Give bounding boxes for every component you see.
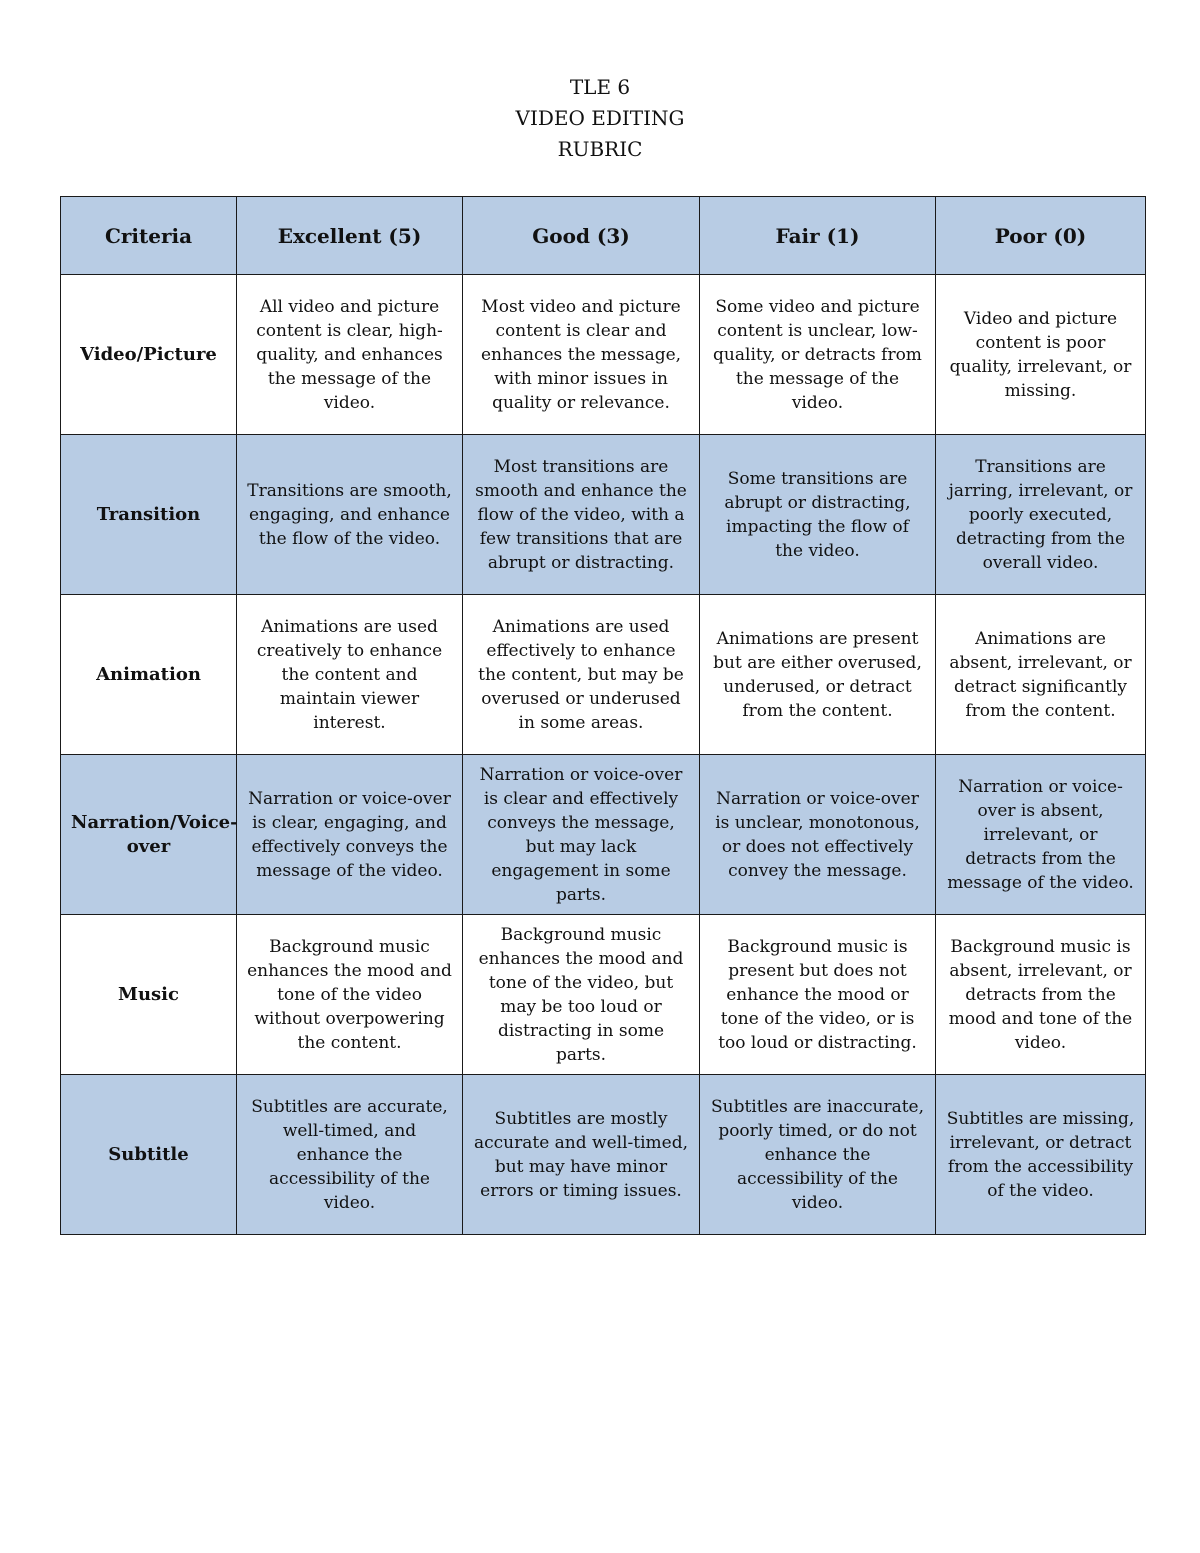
rubric-table bbox=[60, 196, 1146, 1235]
fair-cell: Animations are present but are either overused, underused, or detract from the content. bbox=[700, 595, 936, 755]
header-criteria: Criteria bbox=[61, 197, 237, 275]
poor-cell: Narration or voice-over is absent, irrelevant, or detracts from the message of the video. bbox=[936, 755, 1146, 915]
excellent-cell: Narration or voice-over is clear, engaging, and effectively conveys the message of the video. bbox=[237, 755, 463, 915]
poor-cell: Animations are absent, irrelevant, or detract significantly from the content. bbox=[936, 595, 1146, 755]
table-row bbox=[61, 755, 1146, 915]
fair-cell: Background music is present but does not enhance the mood or tone of the video, or is too loud or distracting. bbox=[700, 915, 936, 1075]
poor-cell: Subtitles are missing, irrelevant, or detract from the accessibility of the video. bbox=[936, 1075, 1146, 1235]
table-row bbox=[61, 435, 1146, 595]
criteria-cell: Animation bbox=[61, 595, 237, 755]
header-row bbox=[61, 197, 1146, 275]
fair-cell: Some video and picture content is unclear, low-quality, or detracts from the message of the video. bbox=[700, 275, 936, 435]
header-fair: Fair (1) bbox=[700, 197, 936, 275]
table-row bbox=[61, 595, 1146, 755]
good-cell: Subtitles are mostly accurate and well-timed, but may have minor errors or timing issues. bbox=[463, 1075, 700, 1235]
good-cell: Most transitions are smooth and enhance the flow of the video, with a few transitions that are abrupt or distracting. bbox=[463, 435, 700, 595]
criteria-cell: Subtitle bbox=[61, 1075, 237, 1235]
excellent-cell: Background music enhances the mood and tone of the video without overpowering the content. bbox=[237, 915, 463, 1075]
header-excellent: Excellent (5) bbox=[237, 197, 463, 275]
good-cell: Background music enhances the mood and tone of the video, but may be too loud or distracting in some parts. bbox=[463, 915, 700, 1075]
good-cell: Animations are used effectively to enhance the content, but may be overused or underused in some areas. bbox=[463, 595, 700, 755]
excellent-cell: Subtitles are accurate, well-timed, and enhance the accessibility of the video. bbox=[237, 1075, 463, 1235]
excellent-cell: Animations are used creatively to enhance the content and maintain viewer interest. bbox=[237, 595, 463, 755]
table-row bbox=[61, 915, 1146, 1075]
criteria-cell: Music bbox=[61, 915, 237, 1075]
fair-cell: Some transitions are abrupt or distracting, impacting the flow of the video. bbox=[700, 435, 936, 595]
criteria-cell: Transition bbox=[61, 435, 237, 595]
table-row bbox=[61, 1075, 1146, 1235]
good-cell: Most video and picture content is clear and enhances the message, with minor issues in quality or relevance. bbox=[463, 275, 700, 435]
fair-cell: Subtitles are inaccurate, poorly timed, or do not enhance the accessibility of the video. bbox=[700, 1075, 936, 1235]
poor-cell: Background music is absent, irrelevant, or detracts from the mood and tone of the video. bbox=[936, 915, 1146, 1075]
poor-cell: Video and picture content is poor quality, irrelevant, or missing. bbox=[936, 275, 1146, 435]
excellent-cell: All video and picture content is clear, high-quality, and enhances the message of the video. bbox=[237, 275, 463, 435]
header-good: Good (3) bbox=[463, 197, 700, 275]
criteria-cell: Narration/Voice-over bbox=[61, 755, 237, 915]
title-rubric: RUBRIC bbox=[557, 137, 643, 161]
document-title bbox=[0, 72, 1200, 165]
title-course: TLE 6 bbox=[569, 75, 631, 99]
excellent-cell: Transitions are smooth, engaging, and enhance the flow of the video. bbox=[237, 435, 463, 595]
title-subject: VIDEO EDITING bbox=[515, 106, 685, 130]
poor-cell: Transitions are jarring, irrelevant, or poorly executed, detracting from the overall video. bbox=[936, 435, 1146, 595]
good-cell: Narration or voice-over is clear and effectively conveys the message, but may lack engagement in some parts. bbox=[463, 755, 700, 915]
table-row bbox=[61, 275, 1146, 435]
header-poor: Poor (0) bbox=[936, 197, 1146, 275]
criteria-cell: Video/Picture bbox=[61, 275, 237, 435]
fair-cell: Narration or voice-over is unclear, monotonous, or does not effectively convey the message. bbox=[700, 755, 936, 915]
